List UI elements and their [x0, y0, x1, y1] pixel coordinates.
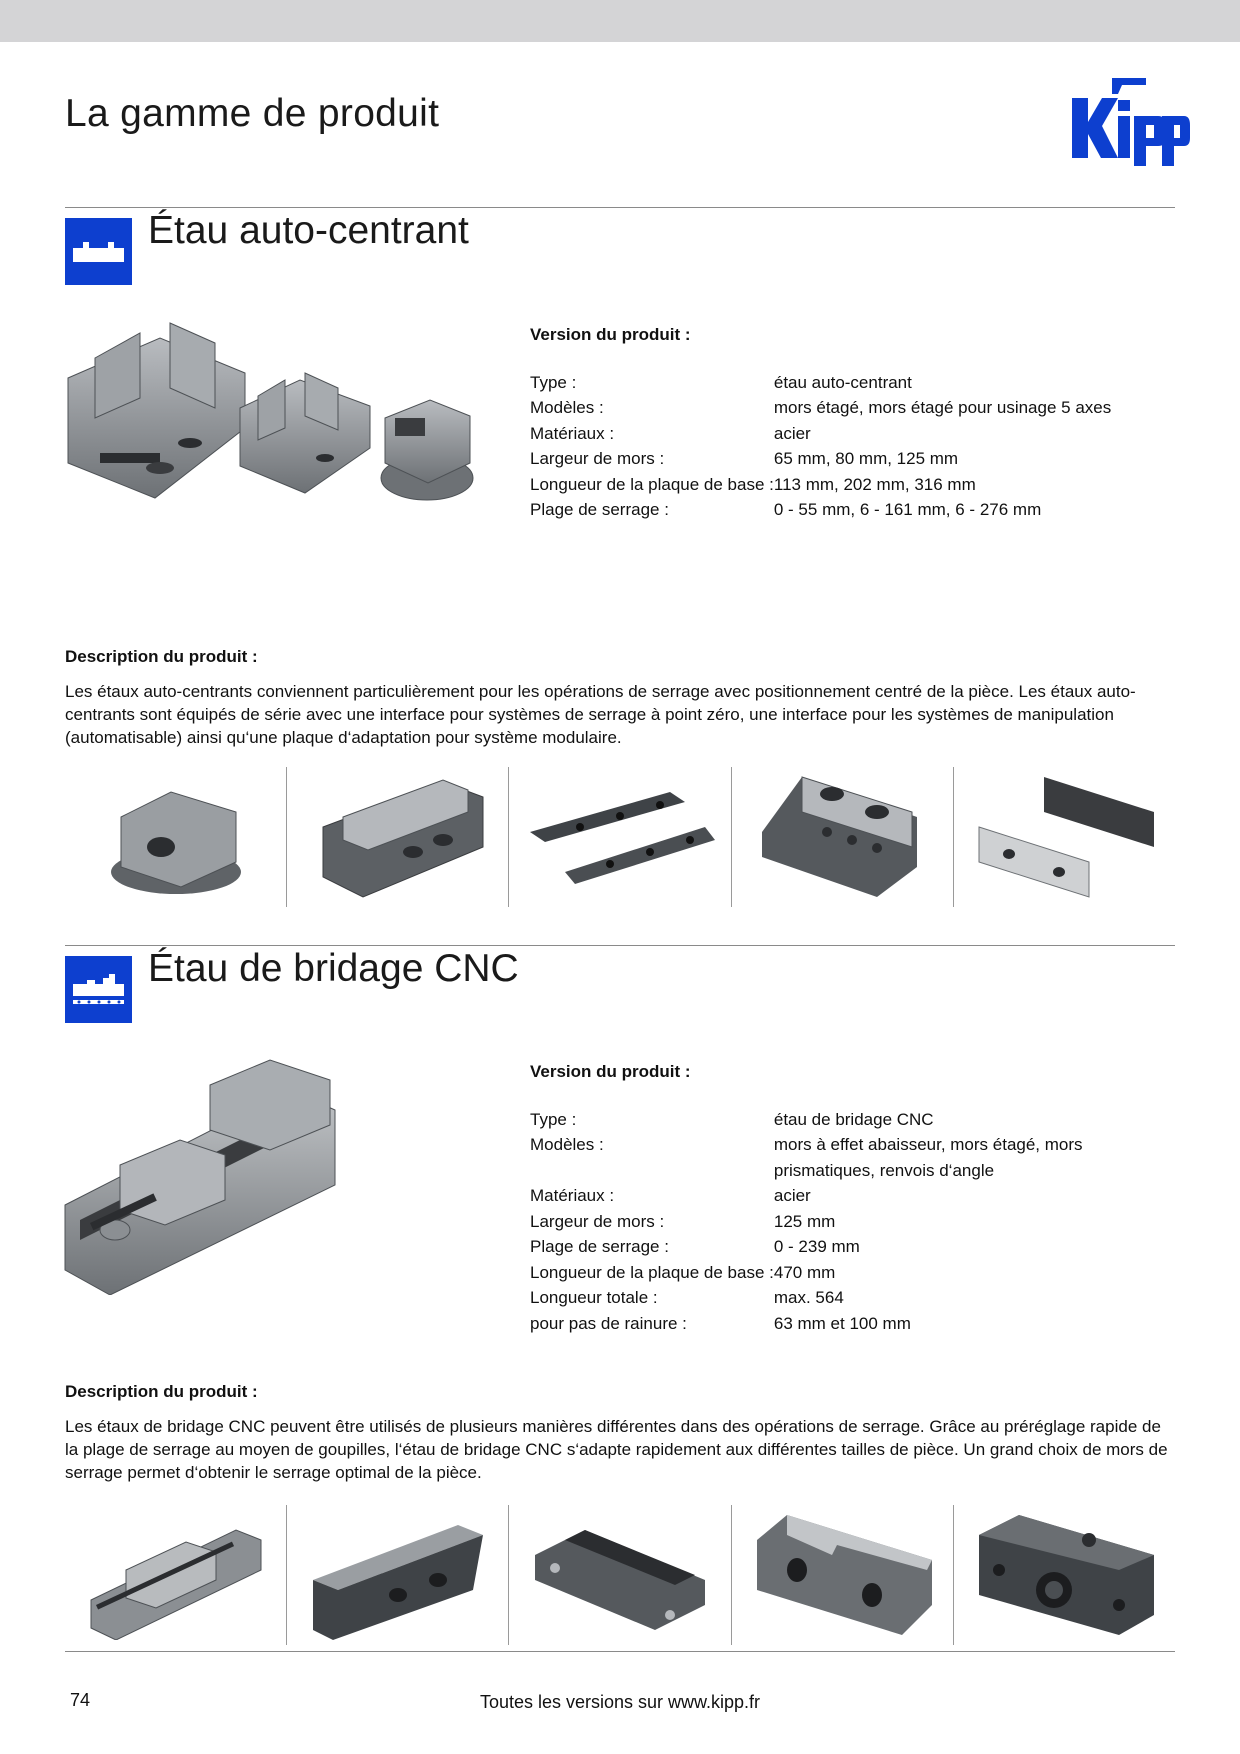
top-bar [0, 0, 1240, 42]
kipp-logo [1068, 74, 1190, 166]
spec-row: Type : étau auto-centrant [530, 372, 912, 392]
gallery-image [954, 767, 1175, 907]
gallery-image [509, 767, 731, 907]
description-heading: Description du produit : [65, 647, 258, 666]
spec-row: pour pas de rainure : 63 mm et 100 mm [530, 1313, 911, 1333]
spec-row: Longueur de la plaque de base : 113 mm, 202 mm, 316 mm [530, 474, 976, 494]
spec-row: Matériaux : acier [530, 423, 811, 443]
cnc-clamping-vise-icon [65, 956, 132, 1023]
accessory-gallery [65, 767, 1175, 907]
spec-row: Longueur totale : max. 564 [530, 1288, 844, 1307]
product-description [65, 1380, 1175, 1484]
description-heading: Description du produit : [65, 1382, 258, 1401]
spec-table [530, 1107, 1170, 1337]
gallery-image [287, 1505, 509, 1645]
section-divider [65, 945, 1175, 946]
gallery-image [732, 1505, 954, 1645]
spec-row: Plage de serrage : 0 - 239 mm [530, 1237, 860, 1256]
gallery-image [732, 767, 954, 907]
accessory-gallery [65, 1505, 1175, 1645]
gallery-image [954, 1505, 1175, 1645]
spec-row: Largeur de mors : 125 mm [530, 1211, 836, 1231]
self-centering-vise-icon [65, 218, 132, 285]
spec-row: Matériaux : acier [530, 1186, 811, 1205]
section-title: Étau de bridage CNC [148, 947, 519, 990]
description-text: Les étaux de bridage CNC peuvent être utilisés de plusieurs manières différentes dans des opérations de serrage. Grâce au préréglage rapide de la plage de serrage au moyen de goupilles, l‘étau de bridage CNC s‘adapte rapidement aux différentes tailles de pièce. Un grand choix de mors de serrage permet d‘obtenir le serrage optimal de la pièce. [65, 1417, 1168, 1482]
page-number: 74 [70, 1690, 91, 1710]
spec-row: Longueur de la plaque de base : 470 mm [530, 1262, 836, 1282]
section-divider [65, 207, 1175, 208]
product-specs [530, 322, 1170, 523]
product-description [65, 645, 1175, 749]
version-heading: Version du produit : [530, 1062, 691, 1081]
gallery-image [509, 1505, 731, 1645]
product-specs [530, 1059, 1170, 1336]
gallery-image [287, 767, 509, 907]
spec-row: Modèles : mors à effet abaisseur, mors étagé, mors prismatiques, renvois d‘angle [530, 1135, 1083, 1180]
footer-divider [65, 1651, 1175, 1652]
cnc-clamping-vise-image [60, 1055, 350, 1300]
spec-table [530, 370, 1111, 523]
footer-link-text[interactable]: Toutes les versions sur www.kipp.fr [479, 1692, 761, 1712]
page-title: La gamme de produit [65, 92, 440, 135]
spec-row: Modèles : mors étagé, mors étagé pour usinage 5 axes [530, 398, 1112, 417]
spec-row: Plage de serrage : 0 - 55 mm, 6 - 161 mm, 6 - 276 mm [530, 500, 1042, 519]
spec-row: Type : étau de bridage CNC [530, 1109, 934, 1129]
gallery-image [65, 767, 287, 907]
version-heading: Version du produit : [530, 325, 691, 344]
self-centering-vise-image [60, 318, 480, 523]
description-text: Les étaux auto-centrants conviennent particulièrement pour les opérations de serrage avec positionnement centré de la pièce. Les étaux auto-centrants sont équipés de série avec une interface pour systèmes de serrage à point zéro, une interface pour les systèmes de manipulation (automatisable) ainsi qu‘une plaque d‘adaptation pour système modulaire. [65, 682, 1136, 747]
spec-row: Largeur de mors : 65 mm, 80 mm, 125 mm [530, 449, 959, 468]
gallery-image [65, 1505, 287, 1645]
section-title: Étau auto-centrant [148, 209, 469, 252]
